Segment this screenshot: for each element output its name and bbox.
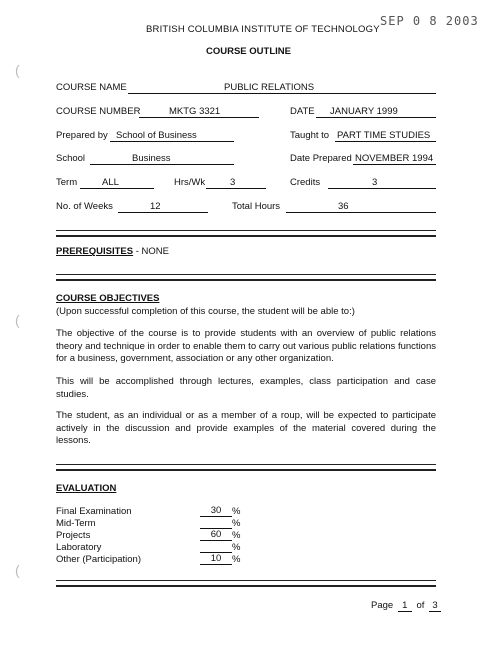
- document-title: COURSE OUTLINE: [206, 46, 291, 57]
- margin-mark: (: [15, 562, 20, 578]
- course-name-label: COURSE NAME: [56, 82, 127, 93]
- prepared-by-label: Prepared by: [56, 130, 108, 141]
- date-prepared-value: NOVEMBER 1994: [355, 153, 434, 164]
- hrs-wk-label: Hrs/Wk: [174, 177, 206, 188]
- page-indicator: [371, 600, 441, 612]
- received-date-stamp: SEP 0 8 2003: [380, 14, 479, 28]
- credits-value: 3: [372, 177, 378, 188]
- section-divider: [56, 580, 436, 587]
- evaluation-item-value: [200, 542, 232, 553]
- section-divider: [56, 274, 436, 281]
- percent-sign: %: [232, 518, 241, 529]
- prepared-by-field: [110, 130, 234, 142]
- date-label: DATE: [290, 106, 315, 117]
- objectives-paragraph-2: This will be accomplished through lectures, examples, class participation and case studies.: [56, 376, 436, 400]
- evaluation-item-value: [200, 518, 232, 529]
- percent-sign: %: [232, 530, 241, 541]
- weeks-value: 12: [150, 201, 161, 212]
- evaluation-item-value: 10: [200, 554, 232, 565]
- evaluation-item-label: Mid-Term: [56, 518, 96, 529]
- prepared-by-value: School of Business: [116, 130, 197, 141]
- term-value: ALL: [102, 177, 119, 188]
- school-field: [90, 153, 234, 165]
- total-hours-field: [286, 201, 436, 213]
- evaluation-heading: EVALUATION: [56, 483, 117, 494]
- date-field: [316, 106, 436, 118]
- objectives-heading: COURSE OBJECTIVES: [56, 293, 160, 304]
- hrs-wk-field: [206, 177, 266, 189]
- evaluation-item-value: 60: [200, 530, 232, 541]
- section-divider: [56, 230, 436, 237]
- section-divider: [56, 464, 436, 471]
- institution-name: BRITISH COLUMBIA INSTITUTE OF TECHNOLOGY: [146, 24, 380, 35]
- weeks-field: [118, 201, 208, 213]
- page-total: 3: [429, 600, 441, 612]
- course-number-value: MKTG 3321: [169, 106, 221, 117]
- hrs-wk-value: 3: [230, 177, 236, 188]
- percent-sign: %: [232, 506, 241, 517]
- taught-to-label: Taught to: [290, 130, 330, 141]
- objectives-intro: (Upon successful completion of this course, the student will be able to:): [56, 306, 355, 317]
- objectives-paragraph-3: The student, as an individual or as a member of a roup, will be expected to participate actively in the discussion and provide examples of the material covered during the lessons.: [56, 410, 436, 446]
- page-number: 1: [398, 600, 412, 612]
- prerequisites-line: [56, 246, 169, 257]
- term-field: [80, 177, 154, 189]
- credits-field: [328, 177, 436, 189]
- course-name-field: [128, 82, 436, 94]
- evaluation-item-label: Other (Participation): [56, 554, 142, 565]
- evaluation-item-label: Final Examination: [56, 506, 132, 517]
- evaluation-item-value: 30: [200, 506, 232, 517]
- margin-mark: (: [15, 62, 20, 78]
- objectives-paragraph-1: The objective of the course is to provide students with an overview of public relations theory and technique in order to enable them to carry out various public relations functions for a business, government, association or any other organization.: [56, 328, 436, 364]
- date-prepared-field: [353, 153, 436, 165]
- percent-sign: %: [232, 554, 241, 565]
- total-hours-value: 36: [338, 201, 349, 212]
- date-value: JANUARY 1999: [330, 106, 398, 117]
- evaluation-item-label: Laboratory: [56, 542, 102, 553]
- term-label: Term: [56, 177, 78, 188]
- course-number-field: [139, 106, 259, 118]
- taught-to-value: PART TIME STUDIES: [337, 130, 431, 141]
- page-of-label: of: [416, 600, 425, 611]
- taught-to-field: [335, 130, 436, 142]
- prerequisites-value: - NONE: [133, 246, 169, 257]
- percent-sign: %: [232, 542, 241, 553]
- school-label: School: [56, 153, 86, 164]
- page-label: Page: [371, 600, 394, 611]
- date-prepared-label: Date Prepared: [290, 153, 352, 164]
- evaluation-item-label: Projects: [56, 530, 91, 541]
- course-number-label: COURSE NUMBER: [56, 106, 141, 117]
- prerequisites-heading: PREREQUISITES: [56, 246, 134, 257]
- school-value: Business: [132, 153, 171, 164]
- margin-mark: (: [15, 312, 20, 328]
- total-hours-label: Total Hours: [232, 201, 281, 212]
- course-name-value: PUBLIC RELATIONS: [224, 82, 315, 93]
- weeks-label: No. of Weeks: [56, 201, 113, 212]
- credits-label: Credits: [290, 177, 321, 188]
